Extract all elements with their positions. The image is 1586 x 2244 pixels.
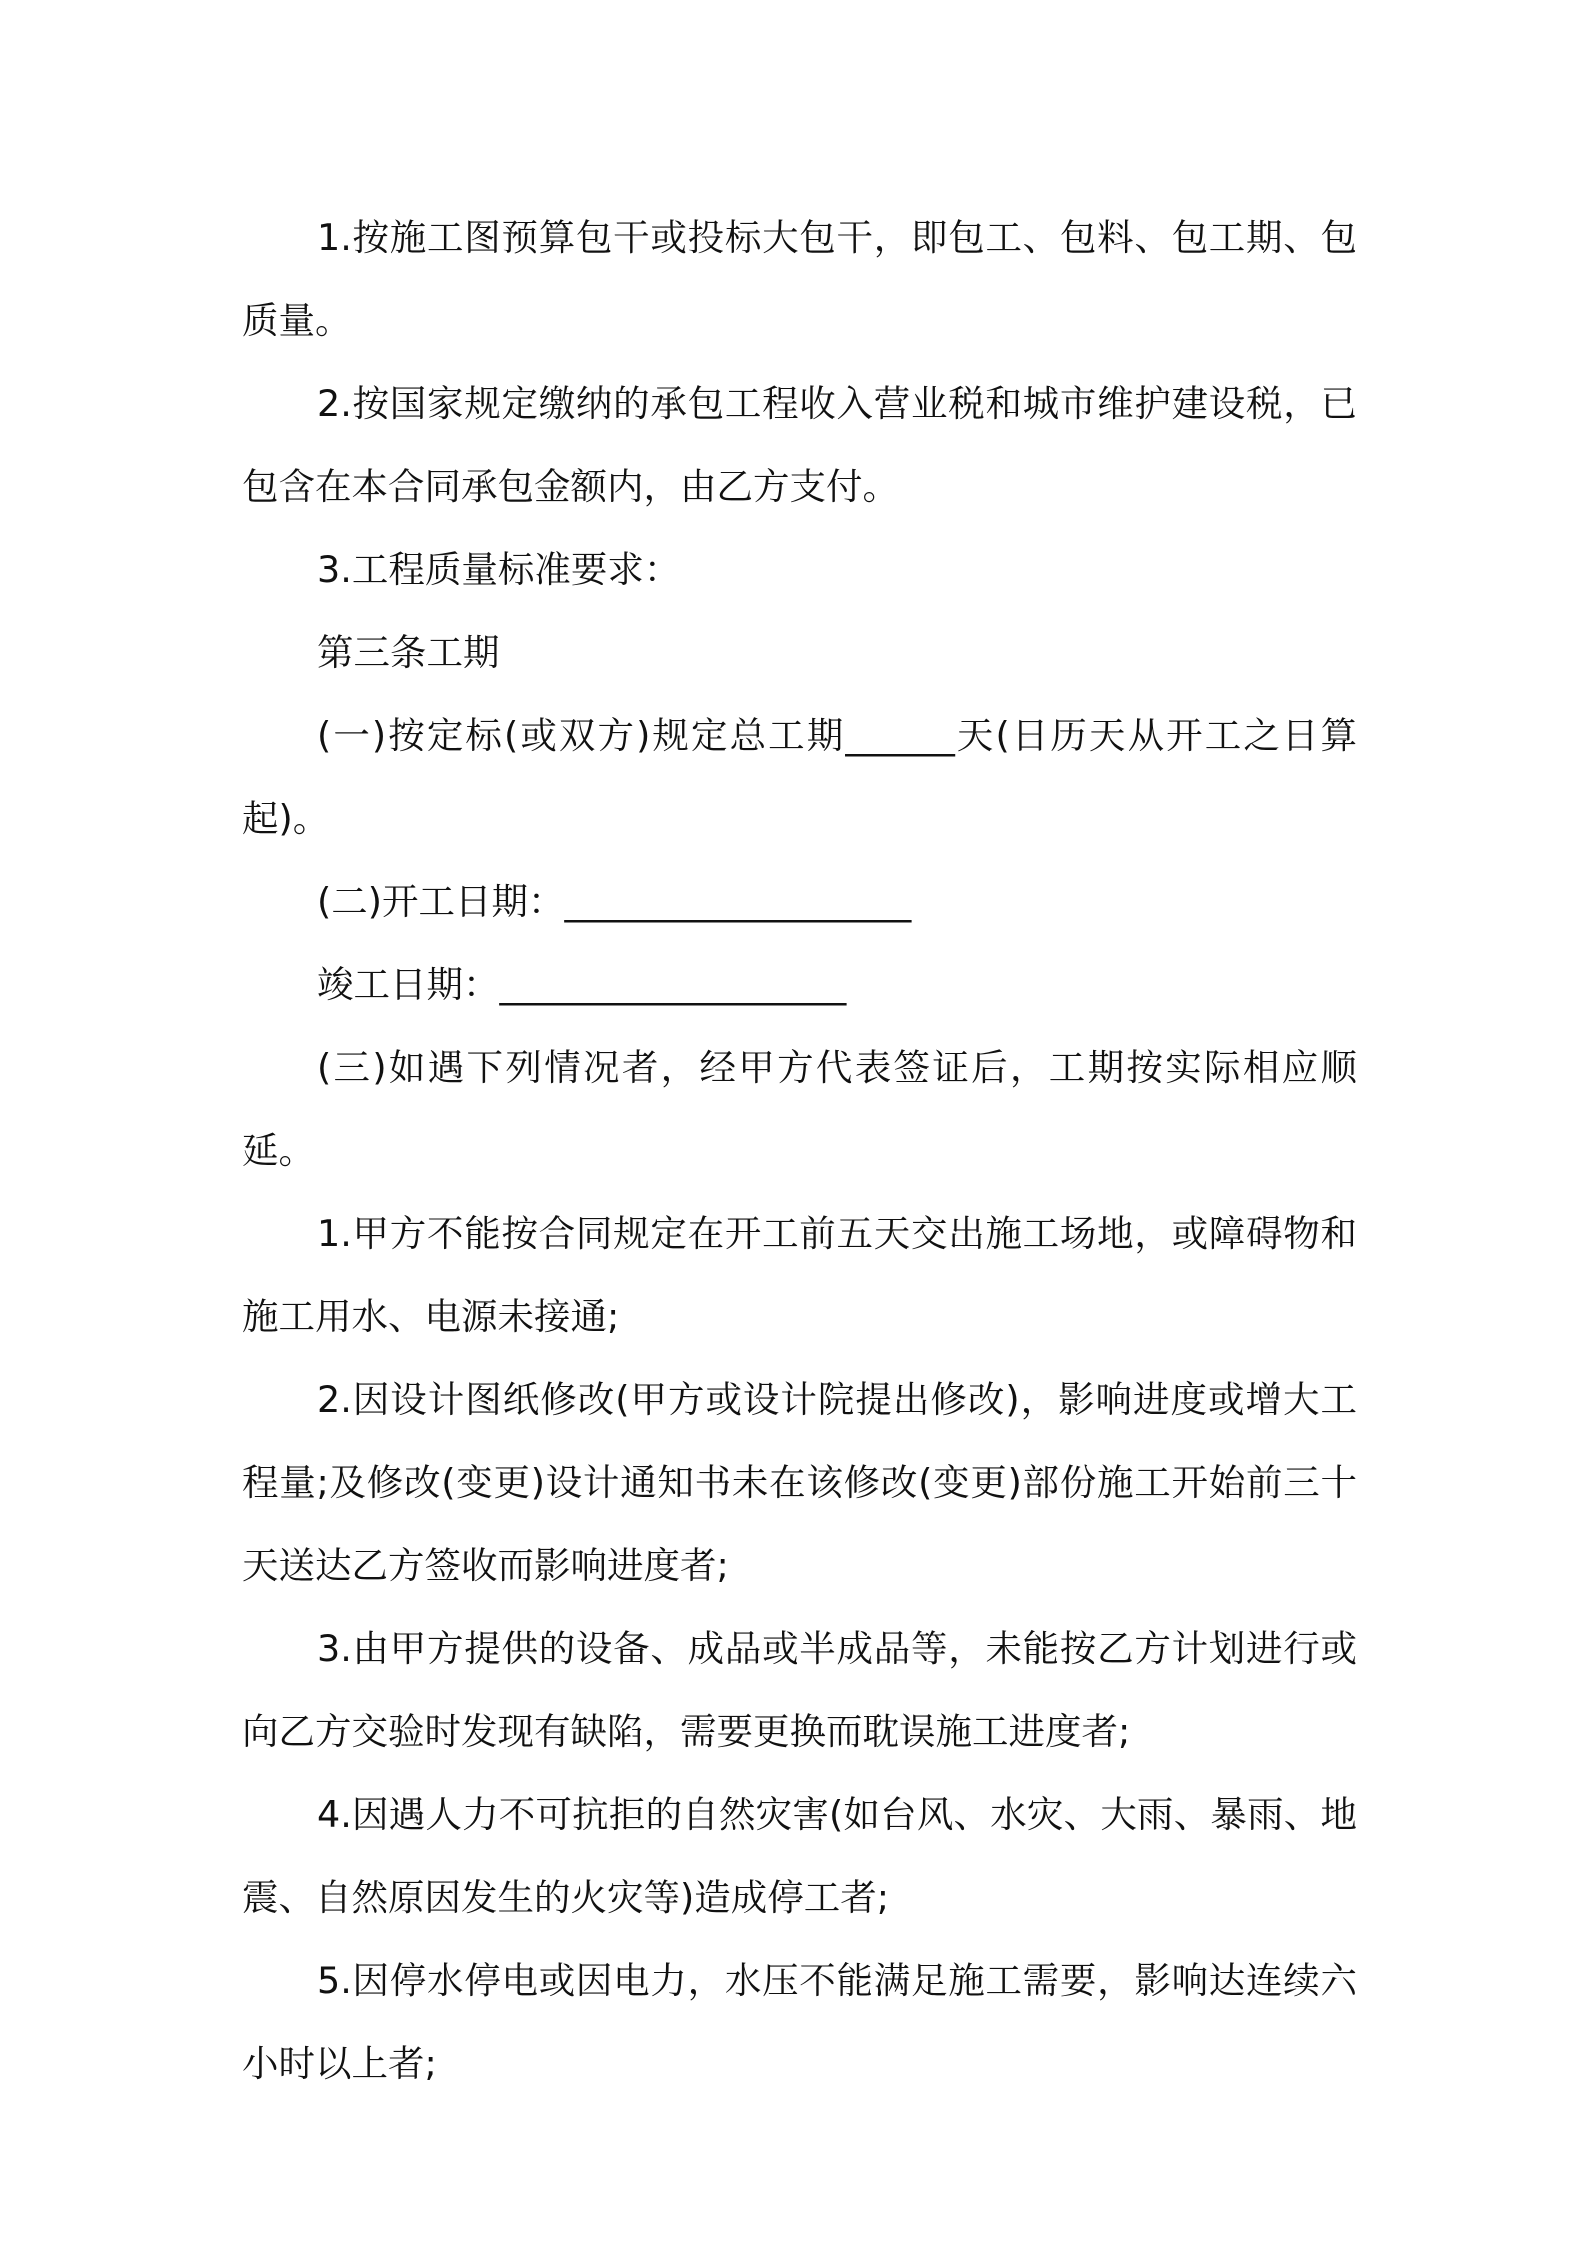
condition-2-design-changes: 2.因设计图纸修改(甲方或设计院提出修改)，影响进度或增大工程量;及修改(变更)设计通知书未在该修改(变更)部份施工开始前三十天送达乙方签收而影响进度者; — [242, 1378, 1357, 1587]
clause-2-taxes: 2.按国家规定缴纳的承包工程收入营业税和城市维护建设税，已包含在本合同承包金额内，由乙方支付。 — [242, 382, 1357, 508]
clause-1-lump-sum: 1.按施工图预算包干或投标大包干，即包工、包料、包工期、包质量。 — [242, 216, 1357, 342]
item-extension-conditions: (三)如遇下列情况者，经甲方代表签证后，工期按实际相应顺延。 — [242, 1046, 1357, 1172]
item-completion-date: 竣工日期：___________________ — [317, 963, 847, 1006]
clause-3-quality-standard: 3.工程质量标准要求： — [317, 548, 681, 591]
contract-text — [242, 196, 1357, 2105]
section-heading-article-3: 第三条工期 — [317, 631, 500, 674]
condition-1-site-handover: 1.甲方不能按合同规定在开工前五天交出施工场地，或障碍物和施工用水、电源未接通; — [242, 1212, 1357, 1338]
item-total-duration: (一)按定标(或双方)规定总工期______天(日历天从开工之日算起)。 — [242, 714, 1357, 840]
condition-5-power-water-outage: 5.因停水停电或因电力，水压不能满足施工需要，影响达连续六小时以上者; — [242, 1959, 1357, 2085]
item-start-date: (二)开工日期：___________________ — [317, 880, 912, 923]
condition-4-force-majeure: 4.因遇人力不可抗拒的自然灾害(如台风、水灾、大雨、暴雨、地震、自然原因发生的火灾等)造成停工者; — [242, 1793, 1357, 1919]
condition-3-supplied-equipment: 3.由甲方提供的设备、成品或半成品等，未能按乙方计划进行或向乙方交验时发现有缺陷，需要更换而耽误施工进度者; — [242, 1627, 1357, 1753]
